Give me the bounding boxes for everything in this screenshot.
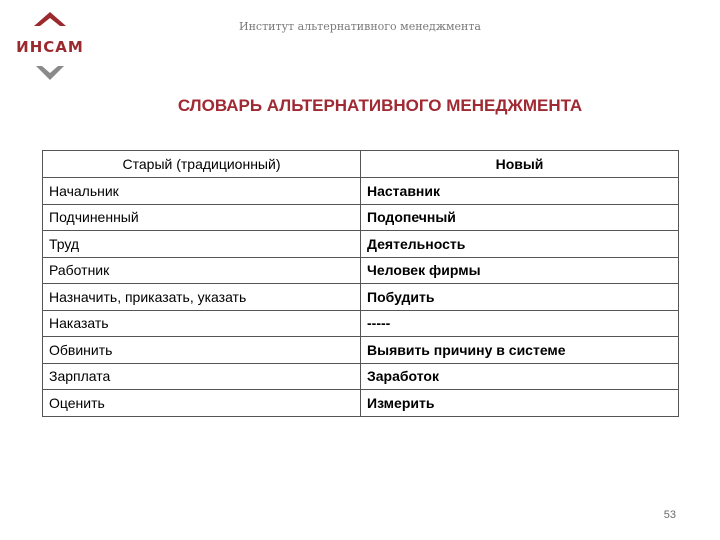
cell-old: Зарплата: [43, 363, 361, 390]
table-row: [43, 257, 679, 284]
logo-down-chevron-icon: [36, 66, 64, 80]
cell-old: Назначить, приказать, указать: [43, 284, 361, 311]
cell-old: Работник: [43, 257, 361, 284]
table-row: [43, 204, 679, 231]
table-row: [43, 337, 679, 364]
cell-new: -----: [361, 310, 679, 337]
table-row: [43, 310, 679, 337]
table-row: [43, 284, 679, 311]
header-new: Новый: [361, 151, 679, 178]
cell-new: Человек фирмы: [361, 257, 679, 284]
dictionary-table: [42, 150, 679, 417]
cell-new: Подопечный: [361, 204, 679, 231]
table-row: [43, 231, 679, 258]
cell-old: Подчиненный: [43, 204, 361, 231]
table-row: [43, 363, 679, 390]
cell-new: Выявить причину в системе: [361, 337, 679, 364]
cell-old: Наказать: [43, 310, 361, 337]
cell-new: Измерить: [361, 390, 679, 417]
table-row: [43, 178, 679, 205]
cell-new: Наставник: [361, 178, 679, 205]
cell-old: Начальник: [43, 178, 361, 205]
institute-header: Институт альтернативного менеджмента: [239, 20, 481, 33]
cell-new: Деятельность: [361, 231, 679, 258]
cell-old: Оценить: [43, 390, 361, 417]
cell-old: Труд: [43, 231, 361, 258]
page-number: 53: [663, 509, 676, 521]
cell-new: Заработок: [361, 363, 679, 390]
page-title: СЛОВАРЬ АЛЬТЕРНАТИВНОГО МЕНЕДЖМЕНТА: [177, 96, 583, 115]
cell-old: Обвинить: [43, 337, 361, 364]
logo-text: ИНСАМ: [16, 38, 84, 56]
table-header-row: [43, 151, 679, 178]
table-row: [43, 390, 679, 417]
header-old: Старый (традиционный): [43, 151, 361, 178]
cell-new: Побудить: [361, 284, 679, 311]
